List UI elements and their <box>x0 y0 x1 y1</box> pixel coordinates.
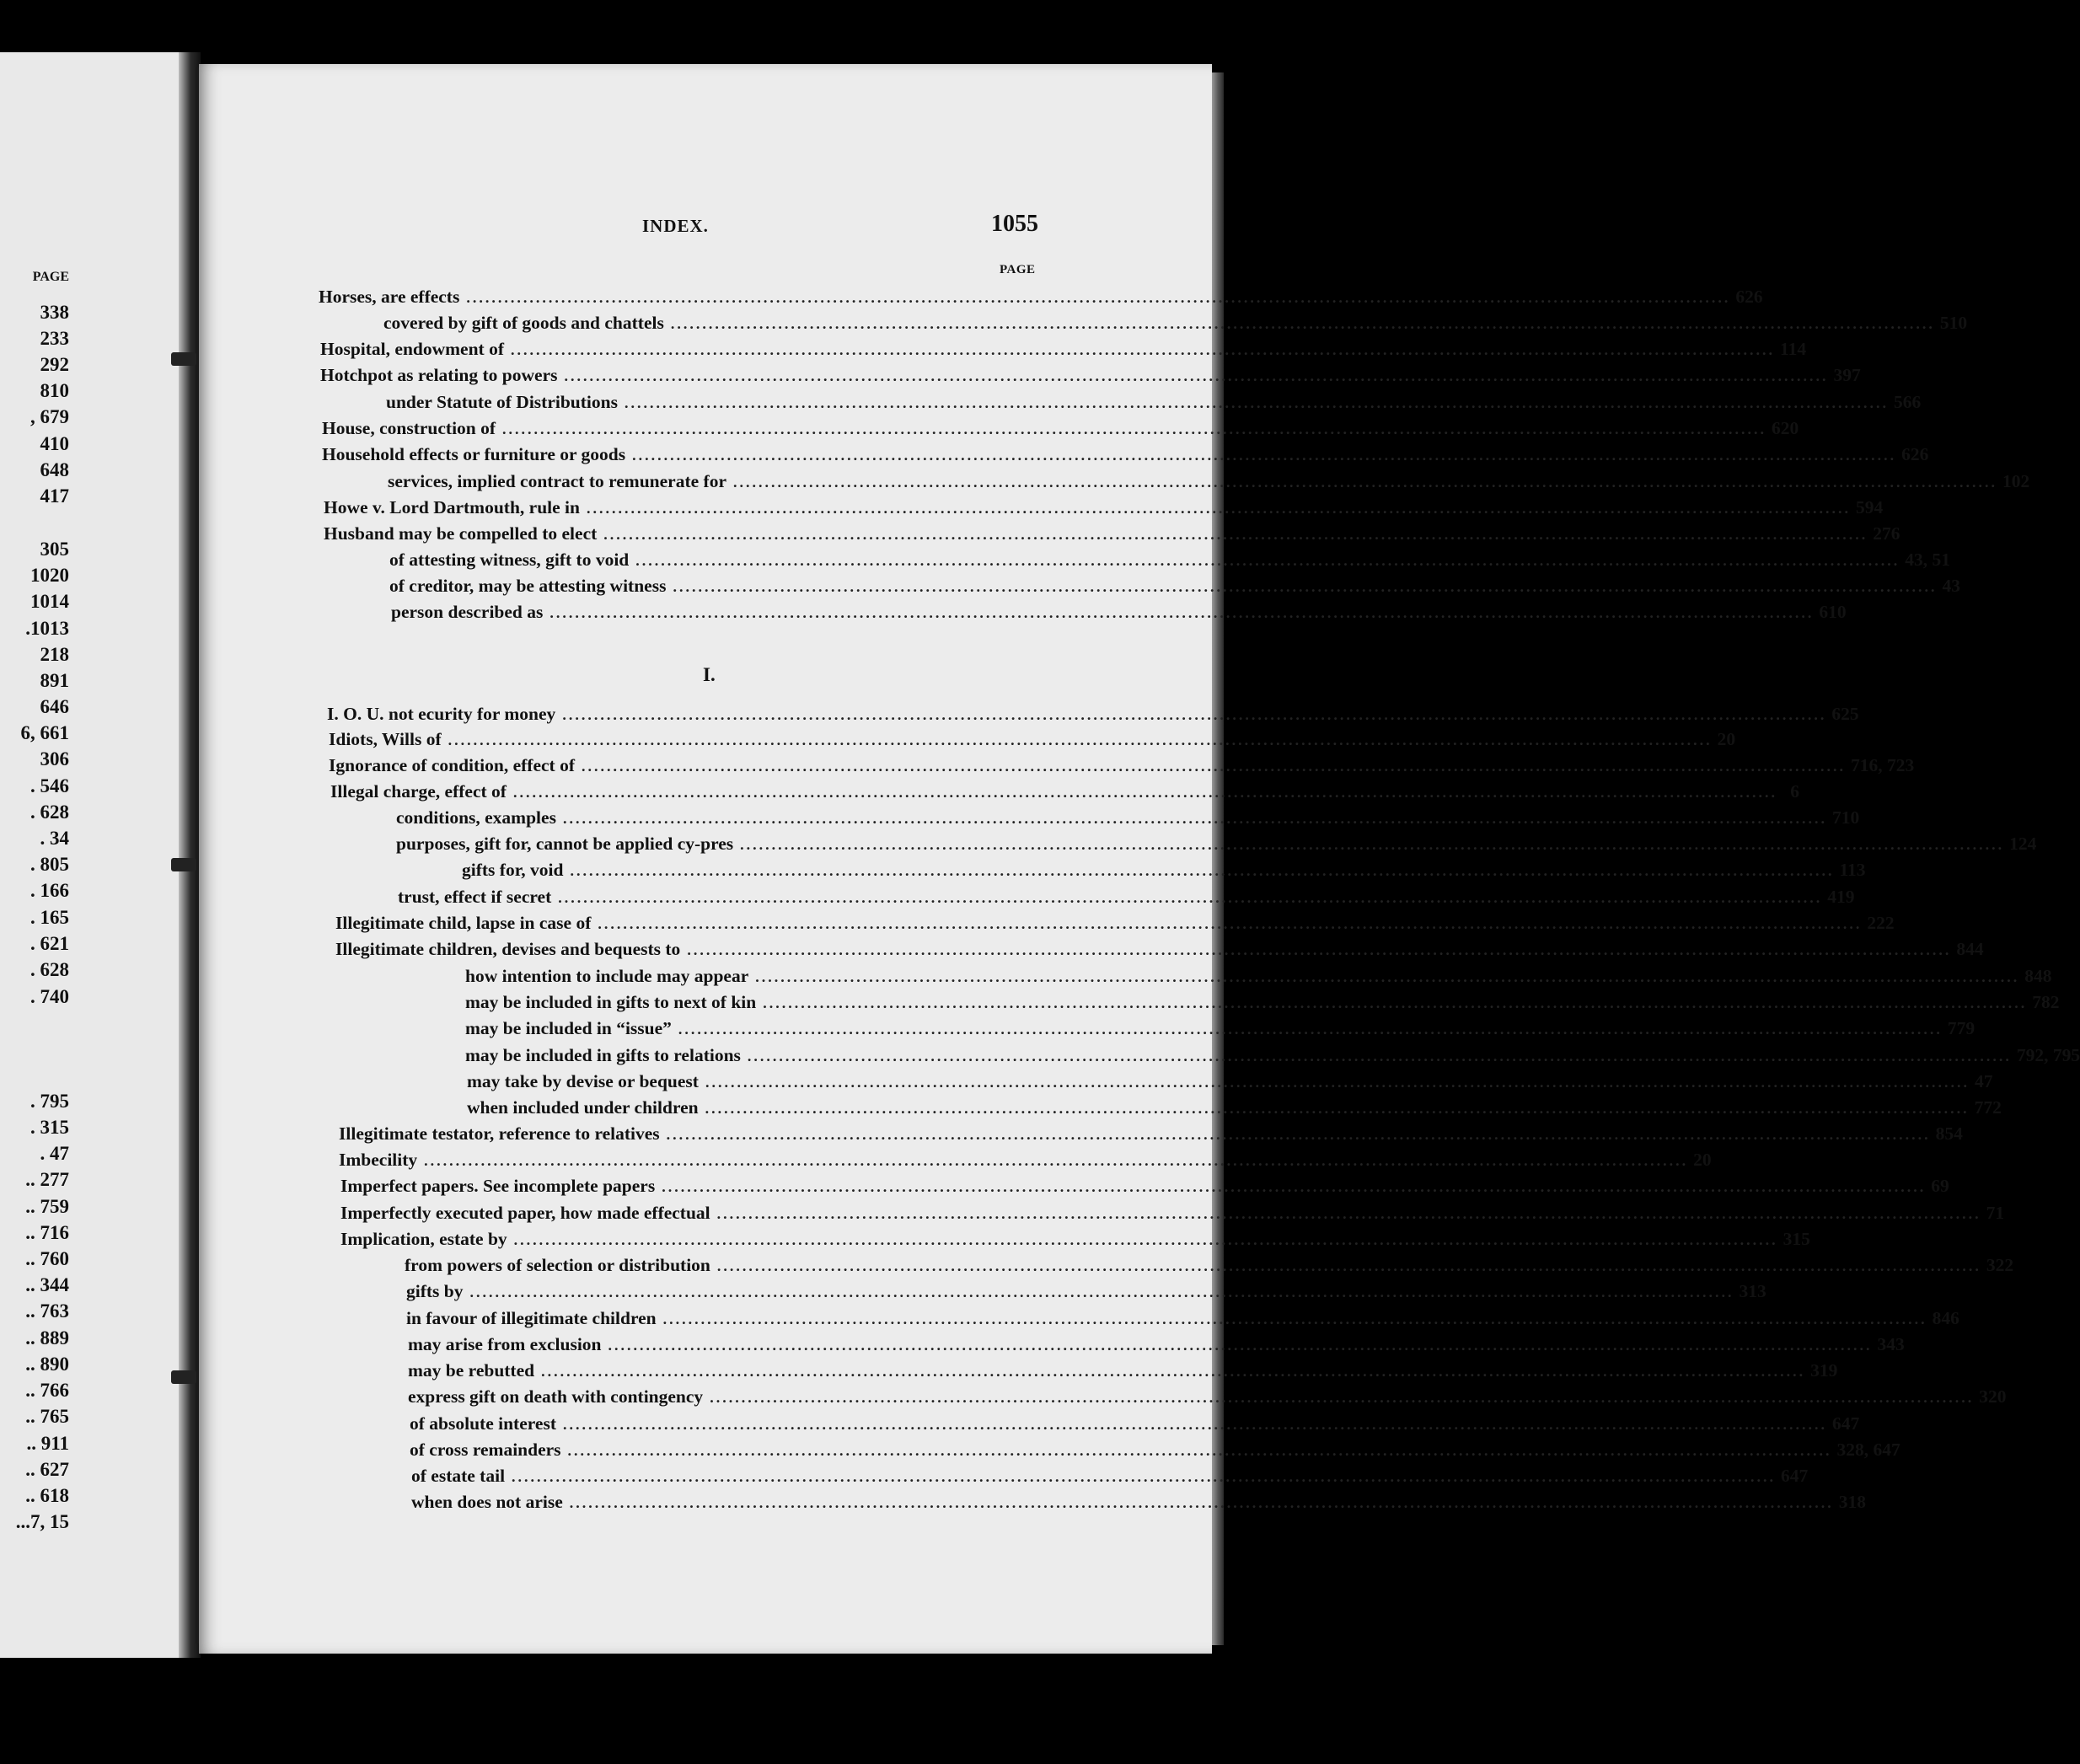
left-page-number: . 795 <box>30 1091 69 1112</box>
index-entry-page: 71 <box>1986 1203 2005 1223</box>
index-entry <box>324 497 1884 521</box>
dot-leader: ........................................................................................................................................................................................................ <box>581 758 1846 775</box>
dot-leader: ........................................................................................................................................................................................................ <box>710 1389 1975 1406</box>
index-entry <box>339 1123 1963 1147</box>
index-entry <box>330 781 1799 805</box>
binding-clip <box>171 352 196 366</box>
index-entry-page: 620 <box>1772 418 1799 438</box>
index-entry-text: may be rebutted <box>408 1360 535 1381</box>
dot-leader: ........................................................................................................................................................................................................ <box>466 289 1731 306</box>
dot-leader: ........................................................................................................................................................................................................ <box>512 784 1777 801</box>
left-page-number: . 740 <box>30 986 69 1007</box>
left-page-number: .. 889 <box>25 1327 69 1348</box>
dot-leader: ........................................................................................................................................................................................................ <box>598 915 1863 932</box>
index-entry-text: Husband may be compelled to elect <box>324 523 598 544</box>
dot-leader: ........................................................................................................................................................................................................ <box>541 1363 1806 1380</box>
left-page-number: .. 911 <box>26 1433 69 1454</box>
left-page-column-header: PAGE <box>32 270 69 284</box>
dot-leader: ........................................................................................................................................................................................................ <box>562 1416 1827 1433</box>
index-entry-text: Illegitimate children, devises and bequests to <box>335 939 681 959</box>
index-entry-page: 397 <box>1833 365 1861 385</box>
index-entry-page: 328, 647 <box>1836 1440 1900 1460</box>
dot-leader: ........................................................................................................................................................................................................ <box>513 1231 1778 1248</box>
index-entry <box>467 1071 1993 1095</box>
index-entry-text: may be included in “issue” <box>465 1018 672 1038</box>
dot-leader: ........................................................................................................................................................................................................ <box>558 889 1823 906</box>
dot-leader: ........................................................................................................................................................................................................ <box>755 968 2020 985</box>
index-entry-page: 47 <box>1974 1071 1993 1091</box>
dot-leader: ........................................................................................................................................................................................................ <box>502 421 1767 437</box>
index-entry <box>467 1097 2002 1121</box>
dot-leader: ........................................................................................................................................................................................................ <box>678 1021 1943 1037</box>
index-entry-text: Howe v. Lord Dartmouth, rule in <box>324 497 580 517</box>
section-letter-heading: I. <box>703 664 716 685</box>
index-entry <box>391 602 1847 625</box>
index-entry <box>411 1492 1867 1515</box>
index-entry <box>405 1255 2014 1279</box>
index-entry-text: Implication, estate by <box>340 1229 507 1249</box>
left-page-number: . 805 <box>30 854 69 875</box>
left-page-number: . 628 <box>30 959 69 980</box>
left-page-number: 218 <box>40 644 69 665</box>
index-entry-text: may arise from exclusion <box>408 1334 602 1354</box>
index-entry-page: 792, 795 <box>2016 1045 2080 1065</box>
index-entry <box>335 913 1895 936</box>
index-entry-page: 276 <box>1873 523 1900 544</box>
dot-leader: ........................................................................................................................................................................................................ <box>562 810 1827 827</box>
index-entry <box>335 939 1984 962</box>
index-entry-page: 779 <box>1947 1018 1975 1038</box>
index-entry-page: 69 <box>1931 1176 1949 1196</box>
left-page-number: 338 <box>40 302 69 323</box>
left-page-number: 233 <box>40 328 69 349</box>
index-entry-text: of cross remainders <box>410 1440 561 1460</box>
index-entry-page: 343 <box>1877 1334 1905 1354</box>
index-entry-page: 844 <box>1956 939 1984 959</box>
index-entry-page: 772 <box>1974 1097 2002 1118</box>
dot-leader: ........................................................................................................................................................................................................ <box>511 341 1775 358</box>
index-entry-page: 854 <box>1935 1123 1963 1144</box>
index-entry-page: 114 <box>1780 339 1807 359</box>
dot-leader: ........................................................................................................................................................................................................ <box>570 862 1835 879</box>
index-entry <box>327 704 1859 727</box>
index-entry <box>406 1308 1959 1332</box>
index-entry-page: 566 <box>1893 392 1922 412</box>
index-entry <box>340 1229 1810 1252</box>
index-entry <box>383 313 1968 336</box>
index-entry-page: 43, 51 <box>1905 550 1951 570</box>
left-page-number: 648 <box>40 459 69 480</box>
index-entry-page: 594 <box>1855 497 1884 517</box>
index-entry-text: how intention to include may appear <box>465 966 749 986</box>
left-page-number: 417 <box>40 485 69 507</box>
index-entry-text: I. O. U. not ecurity for money <box>327 704 556 724</box>
index-entry-text: gifts for, void <box>462 860 564 880</box>
index-entry-text: Illegal charge, effect of <box>330 781 507 802</box>
dot-leader: ........................................................................................................................................................................................................ <box>512 1468 1777 1485</box>
left-page <box>0 52 184 1658</box>
index-entry-text: Horses, are effects <box>319 287 460 307</box>
index-entry-text: of creditor, may be attesting witness <box>389 576 667 596</box>
index-entry <box>322 444 1929 468</box>
index-entry-text: Illegitimate testator, reference to relatives <box>339 1123 660 1144</box>
index-entry <box>408 1360 1838 1384</box>
index-entry-page: 510 <box>1939 313 1968 333</box>
index-entry <box>396 834 2037 857</box>
dot-leader: ........................................................................................................................................................................................................ <box>448 732 1713 748</box>
index-entry-page: 710 <box>1831 807 1860 828</box>
index-entry-page: 320 <box>1979 1386 2007 1407</box>
index-entry-text: of attesting witness, gift to void <box>389 550 630 570</box>
index-entry <box>320 365 1861 389</box>
index-entry <box>389 550 1951 573</box>
left-page-number: , 679 <box>30 406 69 427</box>
dot-leader: ........................................................................................................................................................................................................ <box>624 394 1889 411</box>
left-page-number: 810 <box>40 380 69 401</box>
index-entry <box>386 392 1922 416</box>
dot-leader: ........................................................................................................................................................................................................ <box>569 1494 1834 1511</box>
index-entry-page: 322 <box>1986 1255 2014 1275</box>
left-page-number: .. 344 <box>25 1274 69 1295</box>
left-page-number: . 34 <box>40 828 69 849</box>
index-entry-text: may take by devise or bequest <box>467 1071 699 1091</box>
dot-leader: ........................................................................................................................................................................................................ <box>662 1311 1927 1327</box>
index-entry-text: Imbecility <box>339 1150 418 1170</box>
dot-leader: ........................................................................................................................................................................................................ <box>666 1126 1931 1143</box>
index-entry <box>329 729 1736 753</box>
dot-leader: ........................................................................................................................................................................................................ <box>673 578 1938 595</box>
left-page-number: .. 765 <box>25 1406 69 1427</box>
left-page-number: .. 766 <box>25 1380 69 1401</box>
index-entry-page: 419 <box>1827 887 1855 907</box>
index-entry <box>408 1334 1905 1358</box>
index-entry-page: 647 <box>1781 1466 1809 1486</box>
binding-clip <box>171 858 196 871</box>
index-entry <box>329 755 1915 779</box>
left-page-number: 6, 661 <box>20 722 69 743</box>
index-entry-text: Imperfect papers. See incomplete papers <box>340 1176 656 1196</box>
page-column-header: PAGE <box>1000 263 1036 276</box>
index-entry-text: covered by gift of goods and chattels <box>383 313 664 333</box>
index-entry <box>411 1466 1809 1489</box>
index-entry-page: 315 <box>1782 1229 1810 1249</box>
index-entry-page: 846 <box>1932 1308 1959 1328</box>
dot-leader: ........................................................................................................................................................................................................ <box>586 500 1851 517</box>
index-entry <box>465 992 2060 1016</box>
index-entry <box>462 860 1866 883</box>
index-entry-page: 124 <box>2009 834 2037 854</box>
index-entry-text: express gift on death with contingency <box>408 1386 704 1407</box>
index-entry-text: Ignorance of condition, effect of <box>329 755 575 775</box>
dot-leader: ........................................................................................................................................................................................................ <box>549 604 1815 621</box>
index-entry-text: Hotchpot as relating to powers <box>320 365 558 385</box>
index-entry-text: Illegitimate child, lapse in case of <box>335 913 592 933</box>
index-entry-text: purposes, gift for, cannot be applied cy-pres <box>396 834 734 854</box>
dot-leader: ........................................................................................................................................................................................................ <box>670 315 1935 332</box>
left-page-number: .. 716 <box>25 1222 69 1243</box>
dot-leader: ........................................................................................................................................................................................................ <box>733 474 1997 491</box>
left-page-number: 410 <box>40 433 69 454</box>
left-page-number: 306 <box>40 748 69 769</box>
left-page-number: .. 627 <box>25 1459 69 1480</box>
index-entry-text: may be included in gifts to next of kin <box>465 992 757 1012</box>
left-page-number: .. 759 <box>25 1196 69 1217</box>
dot-leader: ........................................................................................................................................................................................................ <box>635 552 1900 569</box>
dot-leader: ........................................................................................................................................................................................................ <box>662 1178 1927 1195</box>
left-page-number: . 621 <box>30 933 69 954</box>
index-entry-text: person described as <box>391 602 544 622</box>
index-entry-page: 716, 723 <box>1850 755 1915 775</box>
index-entry-page: 782 <box>2032 992 2060 1012</box>
index-entry <box>406 1281 1766 1305</box>
dot-leader: ........................................................................................................................................................................................................ <box>632 447 1897 464</box>
index-entry-page: 20 <box>1717 729 1736 749</box>
index-entry <box>389 576 1960 599</box>
index-entry-text: Hospital, endowment of <box>320 339 504 359</box>
index-entry <box>388 471 2030 495</box>
dot-leader: ........................................................................................................................................................................................................ <box>747 1048 2012 1064</box>
index-entry-text: in favour of illegitimate children <box>406 1308 657 1328</box>
binding-clip <box>171 1370 196 1384</box>
index-entry <box>340 1203 2005 1226</box>
left-page-number: . 166 <box>30 880 69 901</box>
index-entry-text: when does not arise <box>411 1492 563 1512</box>
index-entry <box>465 1018 1975 1042</box>
index-entry-text: conditions, examples <box>396 807 556 828</box>
dot-leader: ........................................................................................................................................................................................................ <box>705 1100 1970 1117</box>
dot-leader: ........................................................................................................................................................................................................ <box>608 1337 1873 1354</box>
left-page-number: 292 <box>40 354 69 375</box>
index-entry-page: 848 <box>2024 966 2052 986</box>
left-page-number: .. 277 <box>25 1169 69 1190</box>
index-entry <box>320 339 1807 362</box>
index-entry-page: 6 <box>1790 781 1799 802</box>
index-entry-page: 102 <box>2002 471 2030 491</box>
index-entry-page: 20 <box>1693 1150 1712 1170</box>
index-entry <box>396 807 1860 831</box>
index-entry <box>410 1413 1860 1437</box>
page-number: 1055 <box>991 211 1038 237</box>
left-page-number: 646 <box>40 696 69 717</box>
index-entry-text: of absolute interest <box>410 1413 556 1434</box>
dot-leader: ........................................................................................................................................................................................................ <box>763 995 2028 1011</box>
running-header: INDEX. <box>642 216 709 236</box>
index-entry-page: 43 <box>1942 576 1960 596</box>
index-entry <box>340 1176 1949 1199</box>
left-page-number: 891 <box>40 670 69 691</box>
index-entry-text: when included under children <box>467 1097 699 1118</box>
index-entry-text: may be included in gifts to relations <box>465 1045 741 1065</box>
left-page-number: .. 890 <box>25 1354 69 1375</box>
left-page-number: 305 <box>40 539 69 560</box>
dot-leader: ........................................................................................................................................................................................................ <box>716 1205 1981 1222</box>
left-page-number: . 165 <box>30 907 69 928</box>
index-entry <box>408 1386 2007 1410</box>
dot-leader: ........................................................................................................................................................................................................ <box>716 1257 1981 1274</box>
dot-leader: ........................................................................................................................................................................................................ <box>603 526 1868 543</box>
dot-leader: ........................................................................................................................................................................................................ <box>469 1284 1734 1300</box>
index-entry-page: 318 <box>1838 1492 1867 1512</box>
dot-leader: ........................................................................................................................................................................................................ <box>562 706 1827 723</box>
index-entry <box>319 287 1763 310</box>
index-entry-page: 610 <box>1819 602 1847 622</box>
index-entry-text: gifts by <box>406 1281 464 1301</box>
index-entry-page: 113 <box>1839 860 1866 880</box>
dot-leader: ........................................................................................................................................................................................................ <box>567 1442 1832 1459</box>
left-page-number: . 315 <box>30 1117 69 1138</box>
left-page-number: .1013 <box>25 618 69 639</box>
left-page-number: .. 763 <box>25 1300 69 1322</box>
index-entry <box>339 1150 1712 1173</box>
index-entry-text: services, implied contract to remunerate for <box>388 471 726 491</box>
index-entry-page: 222 <box>1867 913 1895 933</box>
index-entry-text: under Statute of Distributions <box>386 392 618 412</box>
index-entry-page: 626 <box>1735 287 1763 307</box>
left-page-number: . 546 <box>30 775 69 796</box>
index-entry-text: trust, effect if secret <box>398 887 552 907</box>
dot-leader: ........................................................................................................................................................................................................ <box>705 1074 1970 1091</box>
dot-leader: ........................................................................................................................................................................................................ <box>740 836 2005 853</box>
left-page-number: ...7, 15 <box>15 1511 69 1532</box>
index-entry <box>465 1045 2080 1069</box>
index-entry-text: Imperfectly executed paper, how made effectual <box>340 1203 710 1223</box>
dot-leader: ........................................................................................................................................................................................................ <box>424 1152 1689 1169</box>
left-page-number: . 628 <box>30 802 69 823</box>
index-entry <box>324 523 1900 547</box>
index-entry <box>465 966 2052 989</box>
left-page-number: .. 618 <box>25 1485 69 1506</box>
index-entry-text: Idiots, Wills of <box>329 729 442 749</box>
index-entry-text: Household effects or furniture or goods <box>322 444 626 464</box>
left-page-number: 1020 <box>30 565 69 586</box>
index-entry-page: 319 <box>1810 1360 1838 1381</box>
dot-leader: ........................................................................................................................................................................................................ <box>687 941 1952 958</box>
index-entry <box>410 1440 1900 1463</box>
index-entry-text: House, construction of <box>322 418 496 438</box>
index-entry-text: of estate tail <box>411 1466 506 1486</box>
index-entry-page: 647 <box>1831 1413 1860 1434</box>
page-edge <box>1212 72 1224 1645</box>
index-entry-page: 626 <box>1901 444 1929 464</box>
index-entry-page: 313 <box>1739 1281 1766 1301</box>
left-page-number: . 47 <box>40 1143 69 1164</box>
left-page-number: 1014 <box>30 591 69 612</box>
index-entry-text: from powers of selection or distribution <box>405 1255 710 1275</box>
index-entry <box>398 887 1855 910</box>
left-page-number: .. 760 <box>25 1248 69 1269</box>
dot-leader: ........................................................................................................................................................................................................ <box>564 367 1829 384</box>
index-entry-page: 625 <box>1831 704 1859 724</box>
index-entry <box>322 418 1799 442</box>
